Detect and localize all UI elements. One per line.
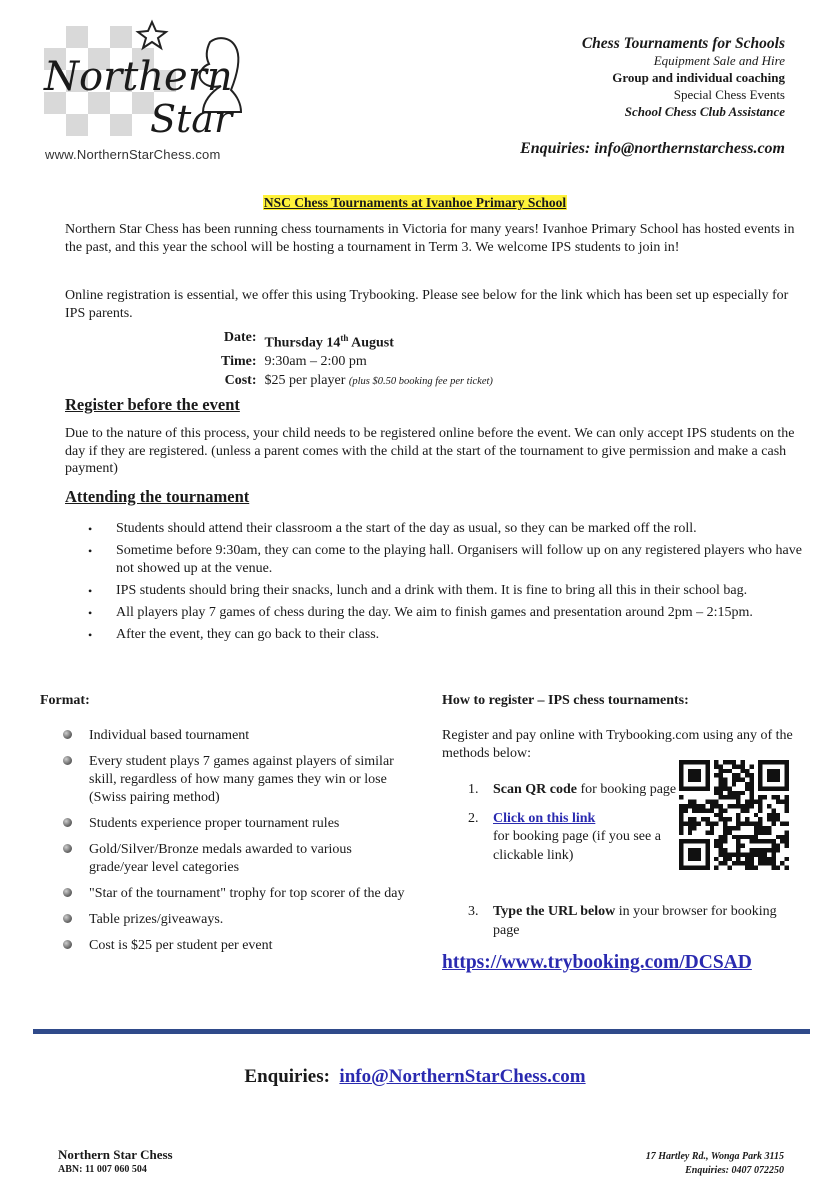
howto-intro: Register and pay online with Trybooking.com using any of the methods below: [442,728,793,761]
step-2-text: for booking page (if you see a clickable link) [493,829,661,863]
footer-enquiries [0,1066,830,1088]
list-item-text: Cost is $25 per student per event [89,938,273,953]
list-item [63,911,408,929]
footer-phone: Enquiries: 0407 072250 [685,1165,784,1176]
qr-code-icon[interactable] [679,760,789,870]
bullet-disc-icon [63,756,72,765]
intro-paragraph-2: Online registration is essential, we offer this using Trybooking. Please see below for the link which has been set up especially for IPS parents. [65,288,789,321]
list-item-text: Students experience proper tournament rules [89,816,340,831]
list-item-text: Students should attend their classroom a the start of the day as usual, so they can be marked off the roll. [116,521,697,536]
list-item [88,520,808,538]
footer-org [58,1147,173,1177]
bullet-icon: • [88,544,93,558]
list-item-text: Sometime before 9:30am, they can come to the playing hall. Organisers will follow up on any registered players who have not showed up at the venue. [116,543,802,576]
step-3-bold: Type the URL below [493,904,616,919]
bullet-icon: • [88,584,93,598]
time-value: 9:30am – 2:00 pm [264,354,367,370]
date-label: Date: [223,330,257,345]
list-item [88,626,808,644]
logo-line1: Northern [44,54,233,100]
header-line-5: School Chess Club Assistance [624,104,785,119]
list-item [63,815,408,833]
list-item [63,841,408,877]
list-item-text: After the event, they can go back to their class. [116,627,380,642]
footer-contact [646,1150,784,1178]
list-item-text: All players play 7 games of chess during the day. We aim to finish games and presentation around 2pm – 2:15pm. [116,605,753,620]
list-item [88,582,808,600]
attending-heading: Attending the tournament [65,487,250,506]
list-item [63,753,408,807]
header-enquiries[interactable]: Enquiries: info@northernstarchess.com [520,140,785,157]
footer-abn: ABN: 11 007 060 504 [58,1164,147,1175]
register-steps [468,781,678,875]
format-heading: Format: [40,693,90,708]
date-value: Thursday 14 [264,335,341,351]
northern-star-logo [38,18,258,166]
bullet-disc-icon [63,844,72,853]
document-title: NSC Chess Tournaments at Ivanhoe Primary School [263,195,567,210]
step-1-bold: Scan QR code [493,782,577,797]
booking-link[interactable]: Click on this link [493,810,596,826]
list-item [63,885,408,903]
bullet-icon: • [88,606,93,620]
bullet-disc-icon [63,914,72,923]
list-item [63,937,408,955]
register-text: Due to the nature of this process, your child needs to be registered online before the event. We can only accept IPS students on the day if they are registered. (unless a parent comes with the child at the start of the tournament to give permission and make a cash payment) [65,426,795,476]
attending-list [88,520,808,648]
cost-note: (plus $0.50 booking fee per ticket) [348,375,493,387]
footer-email-link[interactable]: info@NorthernStarChess.com [339,1066,586,1087]
header-services [582,35,785,120]
bullet-disc-icon [63,888,72,897]
list-item-text: IPS students should bring their snacks, lunch and a drink with them. It is fine to bring all this in their school bag. [116,583,748,598]
logo-line2: Star [150,97,233,141]
step-3-text: in your browser for booking page [493,904,777,938]
footer-enquiries-label: Enquiries: [244,1066,330,1087]
register-heading: Register before the event [65,395,240,414]
date-suffix: th [340,333,349,343]
time-label: Time: [221,354,257,370]
step-number: 2. [468,810,479,826]
step-number: 1. [468,782,479,797]
list-item-text: "Star of the tournament" trophy for top scorer of the day [89,886,405,901]
booking-url[interactable]: https://www.trybooking.com/DCSAD [442,952,752,973]
list-item [63,727,408,745]
list-item-text: Every student plays 7 games against players of similar skill, regardless of how many games they win or lose (Swiss pairing method) [89,754,394,805]
footer-org-name: Northern Star Chess [58,1147,173,1162]
bullet-icon: • [88,628,93,642]
list-item-text: Individual based tournament [89,728,250,743]
header-line-3: Group and individual coaching [612,70,785,85]
header-line-4: Special Chess Events [673,87,785,102]
step-1-text: for booking page [577,782,677,797]
divider [33,1029,810,1034]
footer-address: 17 Hartley Rd., Wonga Park 3115 [645,1151,784,1162]
list-item-text: Table prizes/giveaways. [89,912,224,927]
event-details [221,329,493,391]
format-list [63,727,408,963]
bullet-disc-icon [63,818,72,827]
list-item [88,542,808,578]
cost-value: $25 per player [264,372,346,388]
step-1 [468,781,678,800]
list-item [88,604,808,622]
document-title-wrap [0,194,830,212]
cost-label: Cost: [224,372,257,388]
step-number: 3. [468,904,479,919]
list-item-text: Gold/Silver/Bronze medals awarded to various grade/year level categories [89,842,352,875]
step-2 [468,810,678,866]
intro-paragraph-1: Northern Star Chess has been running chess tournaments in Victoria for many years! Ivanhoe Primary School has hosted events in the past, and this year the school will be hosting a tournament in Term 3. We welcome IPS students to join in! [65,222,795,255]
header-line-1: Chess Tournaments for Schools [581,35,785,52]
bullet-disc-icon [63,940,72,949]
logo-url[interactable]: www.NorthernStarChess.com [45,147,221,162]
step-3 [468,903,788,950]
bullet-disc-icon [63,730,72,739]
header-line-2: Equipment Sale and Hire [653,53,785,68]
bullet-icon: • [88,522,93,536]
howto-heading: How to register – IPS chess tournaments: [442,693,689,708]
date-month: August [348,335,394,351]
